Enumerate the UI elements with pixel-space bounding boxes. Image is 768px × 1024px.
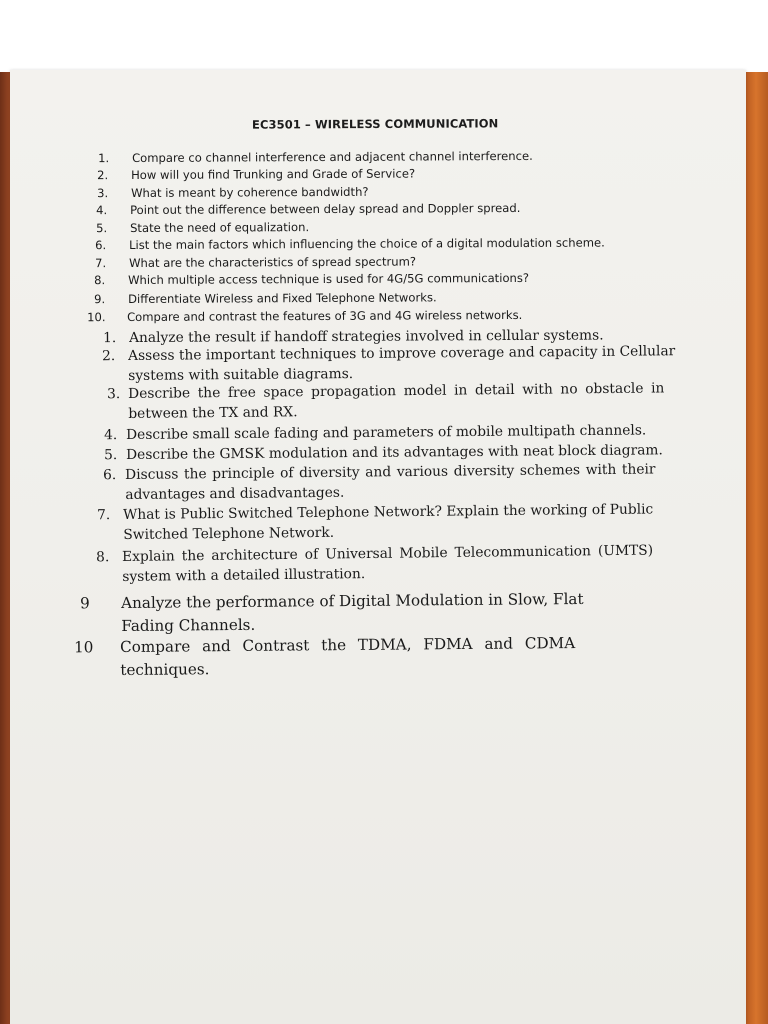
question-text: Describe small scale fading and parameters of mobile multipath channels. (126, 422, 647, 443)
question-text: What are the characteristics of spread spectrum? (129, 254, 417, 270)
question-text: Analyze the result if handoff strategies involved in cellular systems. (129, 327, 604, 346)
question-text-continued: systems with suitable diagrams. (128, 366, 354, 384)
question-text: Compare and contrast the features of 3G and 4G wireless networks. (127, 307, 523, 324)
question-text: Analyze the performance of Digital Modulation in Slow, Flat (121, 589, 584, 612)
question-number: 7. (97, 507, 111, 524)
question-text: Compare and Contrast the TDMA, FDMA and CDMA (120, 634, 576, 656)
question-text: State the need of equalization. (130, 220, 310, 235)
question-number: 6. (95, 238, 107, 253)
question-number: 2. (97, 168, 109, 183)
question-number: 4. (96, 203, 108, 218)
question-text: What is Public Switched Telephone Network? Explain the working of Public (123, 501, 654, 523)
question-text-continued: advantages and disadvantages. (125, 484, 345, 503)
question-text-continued: system with a detailed illustration. (122, 566, 366, 585)
question-text-continued: techniques. (120, 660, 210, 679)
question-text: Differentiate Wireless and Fixed Telephone Networks. (128, 290, 437, 306)
question-text: Point out the difference between delay spread and Doppler spread. (130, 200, 521, 217)
question-number: 9 (80, 594, 90, 613)
question-number: 3. (97, 186, 109, 201)
question-number: 9. (94, 292, 106, 307)
question-number: 8. (96, 549, 110, 566)
question-text: Compare co channel interference and adjacent channel interference. (132, 148, 533, 165)
question-text: Explain the architecture of Universal Mobile Telecommunication (UMTS) (122, 542, 654, 565)
question-text-continued: Switched Telephone Network. (123, 524, 335, 543)
question-number: 8. (94, 273, 106, 288)
question-number: 1. (103, 330, 117, 347)
question-text: How will you find Trunking and Grade of Service? (131, 166, 416, 182)
question-number: 5. (96, 221, 108, 236)
question-number: 7. (95, 256, 107, 271)
question-text-continued: Fading Channels. (121, 615, 256, 635)
question-text-continued: between the TX and RX. (128, 404, 298, 422)
question-number: 1. (98, 151, 110, 166)
document-title: EC3501 – WIRELESS COMMUNICATION (251, 116, 499, 132)
question-number: 2. (102, 348, 116, 365)
question-number: 10 (74, 638, 94, 657)
question-text: Assess the important techniques to improve coverage and capacity in Cellular (128, 343, 676, 364)
background-top (0, 0, 768, 72)
question-number: 5. (104, 447, 118, 464)
question-text: List the main factors which influencing the choice of a digital modulation scheme. (129, 235, 605, 252)
question-text: Describe the GMSK modulation and its advantages with neat block diagram. (126, 442, 663, 463)
question-text: Describe the free space propagation model in detail with no obstacle in (128, 380, 665, 402)
question-number: 10. (87, 310, 106, 325)
question-text: Discuss the principle of diversity and various diversity schemes with their (125, 461, 656, 483)
question-text: Which multiple access technique is used for 4G/5G communications? (128, 270, 530, 287)
question-number: 6. (103, 467, 117, 484)
question-text: What is meant by coherence bandwidth? (131, 184, 369, 200)
question-number: 4. (104, 427, 118, 444)
question-number: 3. (107, 386, 121, 403)
